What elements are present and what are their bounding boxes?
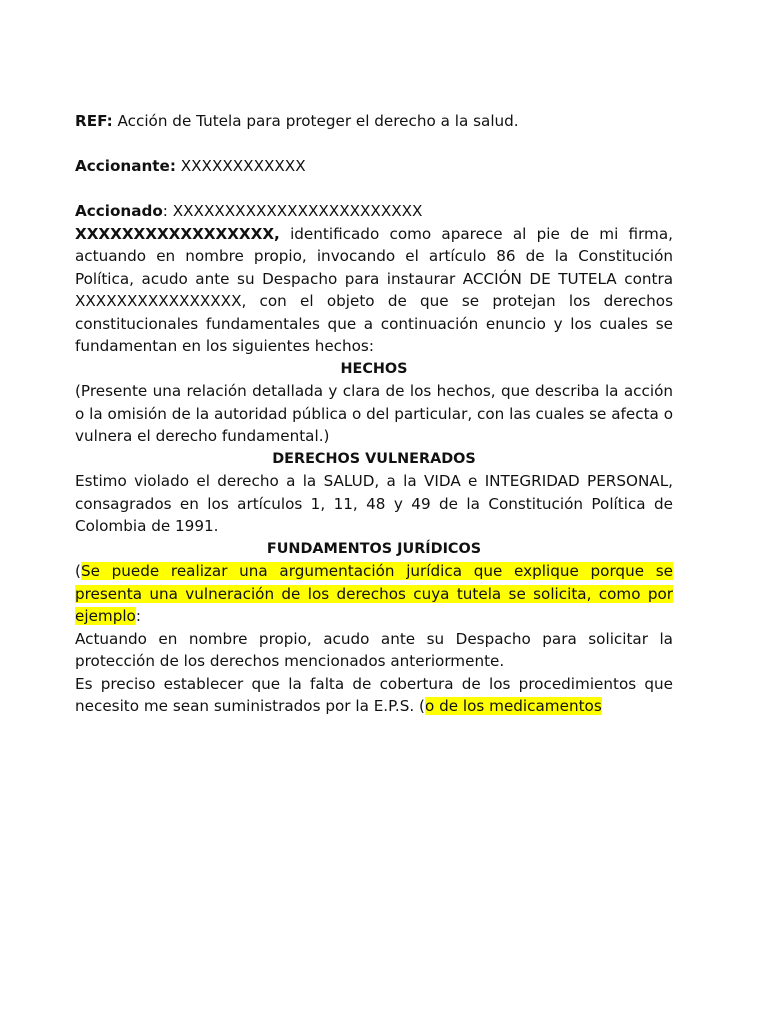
intro-text: identificado como aparece al pie de mi firma, actuando en nombre propio, invocando el artículo 86 de la Constitución Política, acudo ante su Despacho para instaurar ACCIÓN DE TUTELA contra XXXXXXXXXXXXXXXX, con el objeto de que se protejan los derechos constitucionales fundamentales que a continuación enuncio y los cuales se fundamentan en los siguientes hechos: [75, 224, 673, 355]
fundamentos-highlight: Se puede realizar una argumentación jurídica que explique porque se presenta una vulneración de los derechos cuya tutela se solicita, como por ejemplo [75, 562, 673, 625]
intro-paragraph [75, 223, 673, 358]
cobertura-text: Es preciso establecer que la falta de cobertura de los procedimientos que necesito me sean suministrados por la E.P.S. ( [75, 674, 673, 715]
fundamentos-colon: : [135, 607, 141, 625]
accionado-label: Accionado [75, 202, 163, 220]
cobertura-highlight: o de los medicamentos [424, 697, 602, 715]
fundamentos-heading: FUNDAMENTOS JURÍDICOS [266, 540, 482, 557]
ref-line [75, 110, 673, 133]
petitioner-name: XXXXXXXXXXXXXXXXX, [75, 224, 280, 243]
fundamentos-open-paren: ( [75, 562, 81, 580]
accionante-value: XXXXXXXXXXXX [175, 157, 306, 175]
derechos-heading: DERECHOS VULNERADOS [272, 450, 476, 467]
accionante-label: Accionante: [75, 157, 176, 175]
document-page [75, 110, 673, 718]
accionado-line [75, 200, 673, 223]
derechos-paragraph: Estimo violado el derecho a la SALUD, a la VIDA e INTEGRIDAD PERSONAL, consagrados en los artículos 1, 11, 48 y 49 de la Constitución Política de Colombia de 1991. [75, 472, 673, 535]
accionante-line [75, 155, 673, 178]
ref-text: Acción de Tutela para proteger el derecho a la salud. [112, 112, 519, 130]
ref-label: REF: [75, 112, 113, 130]
hechos-heading: HECHOS [340, 360, 408, 377]
fundamentos-paragraph: Actuando en nombre propio, acudo ante su Despacho para solicitar la protección de los derechos mencionados anteriormente. [75, 629, 673, 670]
accionado-colon: : [162, 202, 168, 220]
cobertura-paragraph [75, 673, 673, 718]
hechos-paragraph: (Presente una relación detallada y clara de los hechos, que describa la acción o la omisión de la autoridad pública o del particular, con las cuales se afecta o vulnera el derecho fundamental.) [75, 382, 673, 445]
accionado-value: XXXXXXXXXXXXXXXXXXXXXXXX [167, 202, 423, 220]
fundamentos-note [75, 560, 673, 628]
